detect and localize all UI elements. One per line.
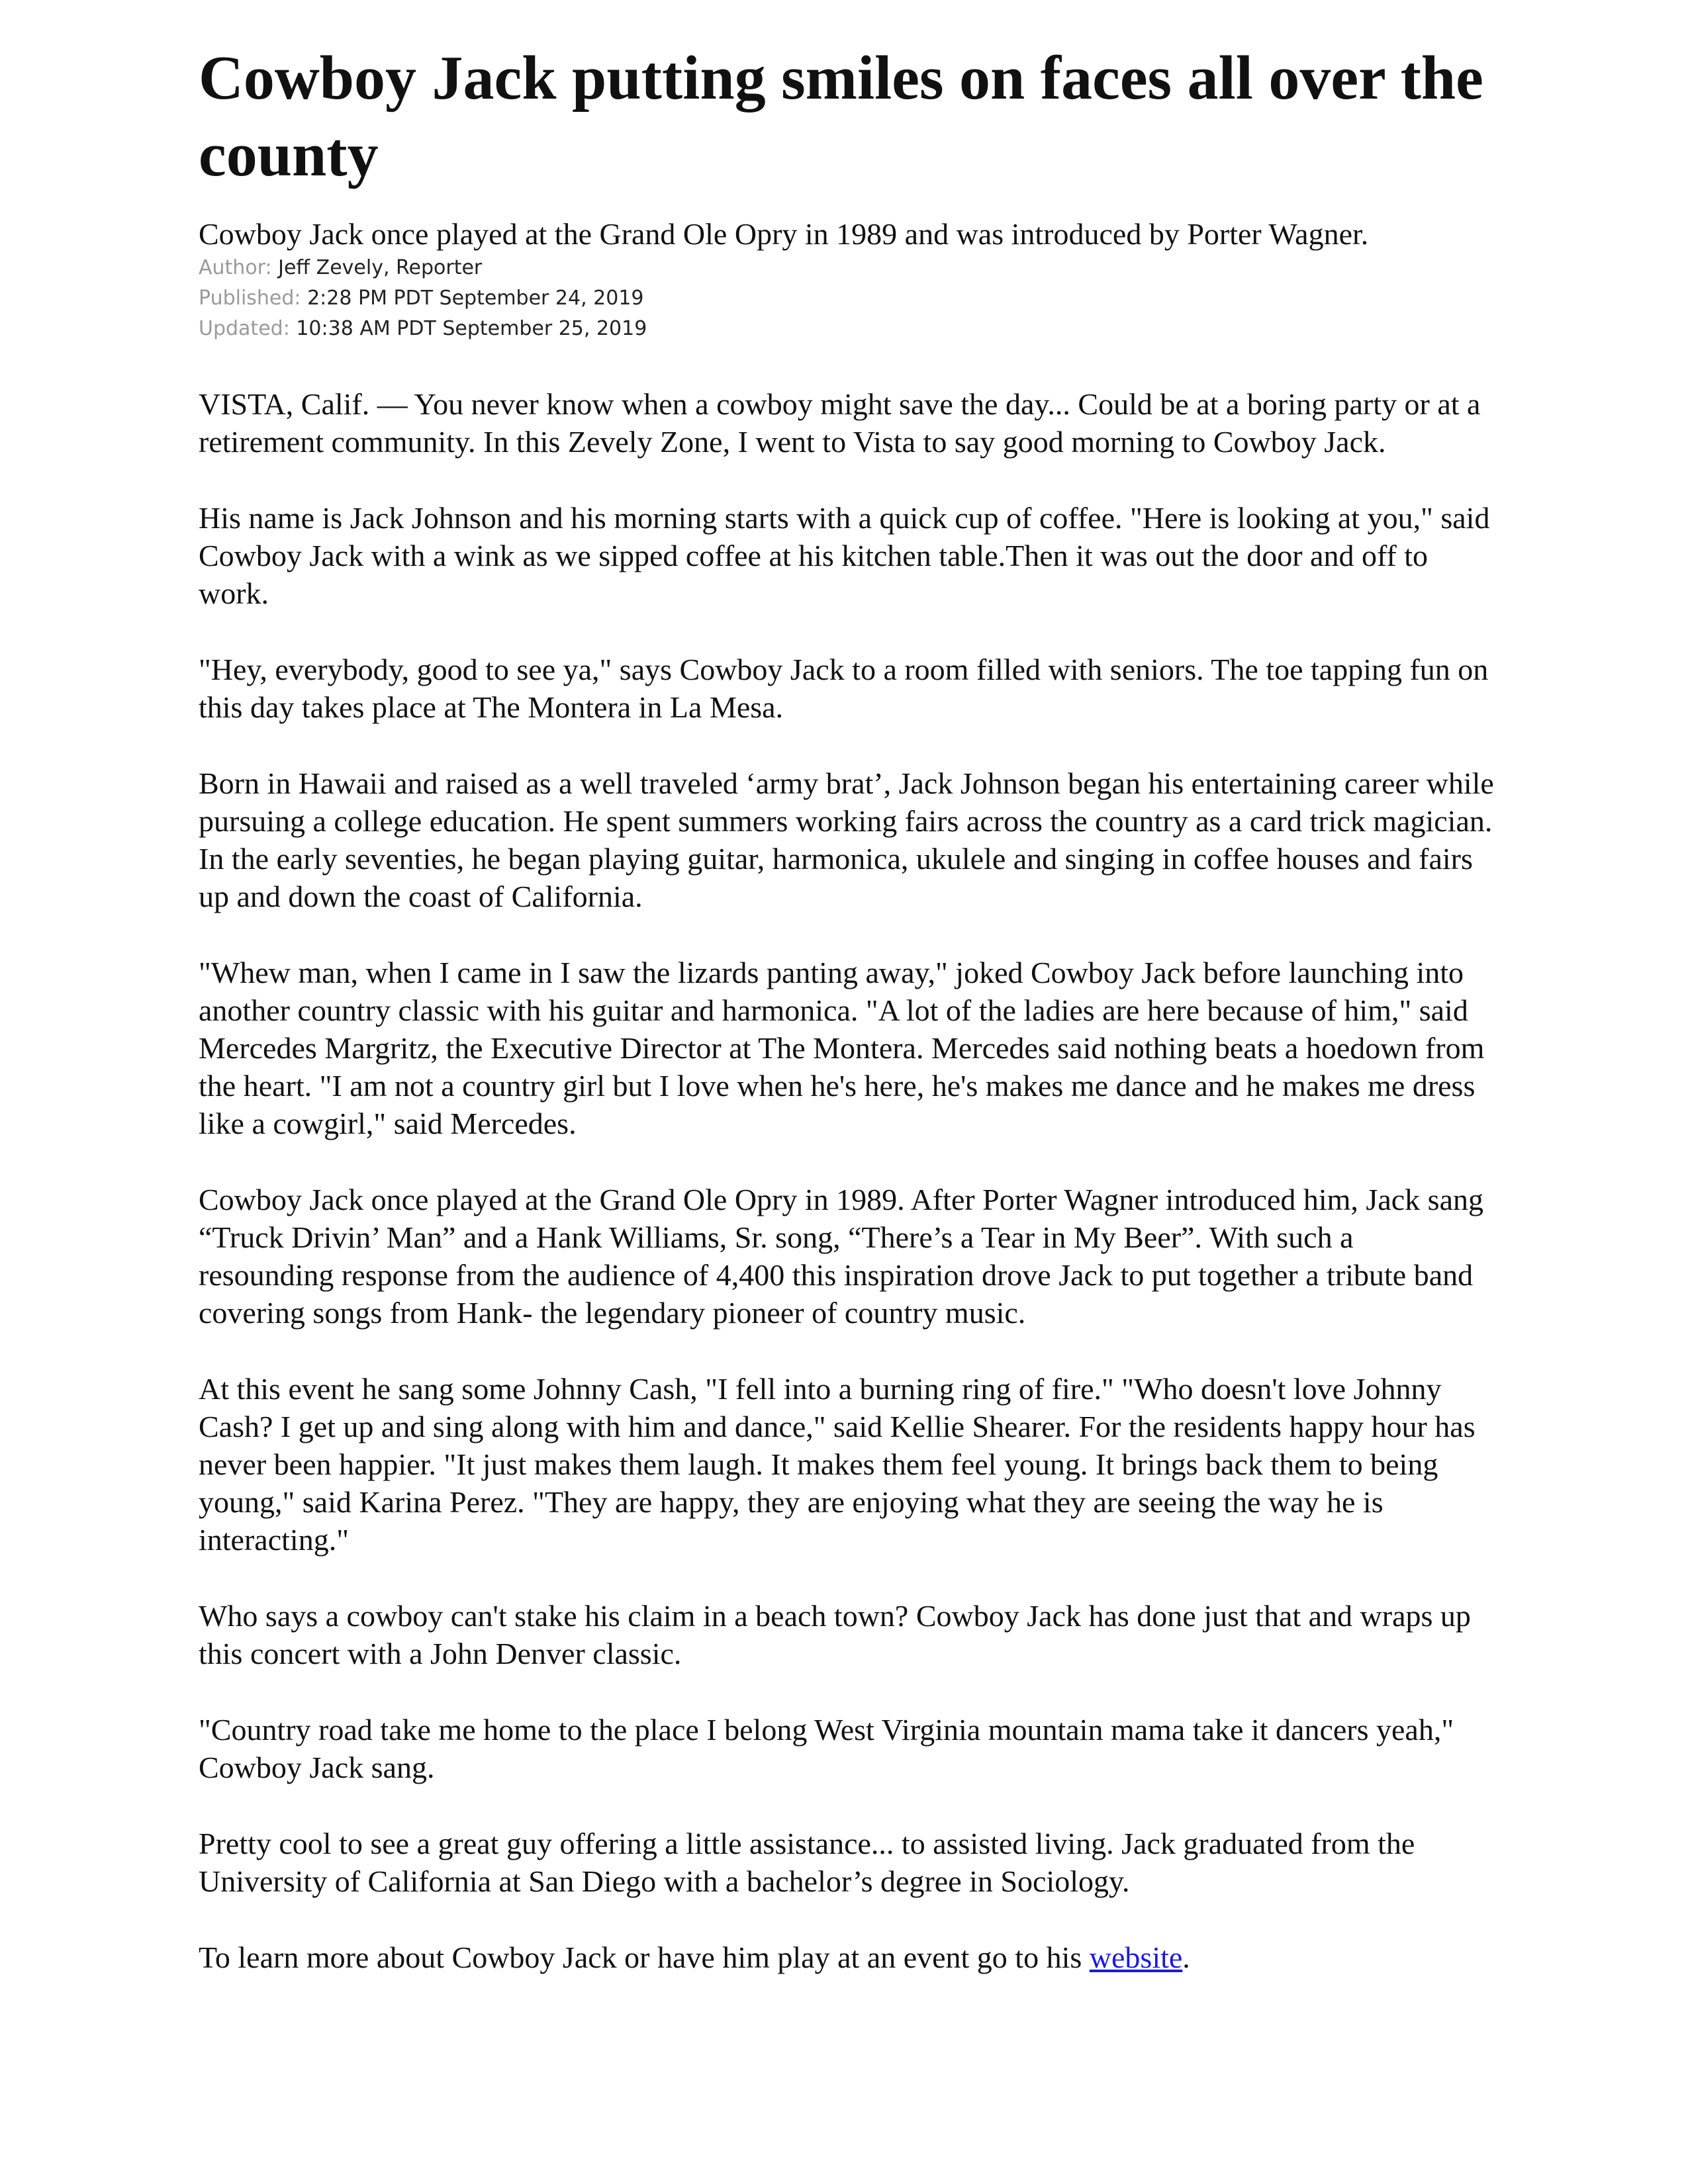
published-label: Published: xyxy=(199,287,301,310)
author-label: Author: xyxy=(199,256,272,279)
article-paragraph: His name is Jack Johnson and his morning starts with a quick cup of coffee. "Here is looking at you," said Cowboy Jack with a wink as we sipped coffee at his kitchen table.Then it was out the door and off to work. xyxy=(199,501,1490,610)
subheadline: Cowboy Jack once played at the Grand Ole Opry in 1989 and was introduced by Porter Wagner. xyxy=(199,217,1369,251)
article-paragraph: "Whew man, when I came in I saw the lizards panting away," joked Cowboy Jack before launching into another country classic with his guitar and harmonica. "A lot of the ladies are here because of him," said Mercedes Margritz, the Executive Director at The Montera. Mercedes said nothing beats a hoedown from the heart. "I am not a country girl but I love when he's here, he's makes me dance and he makes me dress like a cowgirl," said Mercedes. xyxy=(199,956,1485,1140)
author-line xyxy=(199,253,1496,283)
closing-text: To learn more about Cowboy Jack or have him play at an event go to his xyxy=(199,1940,1090,1974)
published-value: 2:28 PM PDT September 24, 2019 xyxy=(301,287,644,310)
updated-label: Updated: xyxy=(199,317,290,340)
article-paragraph: VISTA, Calif. — You never know when a cowboy might save the day... Could be at a boring party or at a retirement community. In this Zevely Zone, I went to Vista to say good morning to Cowboy Jack. xyxy=(199,387,1481,459)
article-paragraph: At this event he sang some Johnny Cash, "I fell into a burning ring of fire." "Who doesn't love Johnny Cash? I get up and sing along with him and dance," said Kellie Shearer. For the residents happy hour has never been happier. "It just makes them laugh. It makes them feel young. It brings back them to being young," said Karina Perez. "They are happy, they are enjoying what they are seeing the way he is interacting." xyxy=(199,1372,1476,1557)
article-paragraph: Who says a cowboy can't stake his claim in a beach town? Cowboy Jack has done just that and wraps up this concert with a John Denver classic. xyxy=(199,1599,1471,1670)
article-page xyxy=(199,40,1496,2015)
closing-paragraph xyxy=(199,1938,1496,1976)
article-meta xyxy=(199,253,1496,344)
article-paragraph: Born in Hawaii and raised as a well traveled ‘army brat’, Jack Johnson began his entertaining career while pursuing a college education. He spent summers working fairs across the country as a card trick magician. In the early seventies, he began playing guitar, harmonica, ukulele and singing in coffee houses and fairs up and down the coast of California. xyxy=(199,766,1494,913)
website-link[interactable]: website xyxy=(1089,1940,1183,1974)
article-paragraph: "Country road take me home to the place I belong West Virginia mountain mama take it dancers yeah," Cowboy Jack sang. xyxy=(199,1713,1454,1784)
author-value: Jeff Zevely, Reporter xyxy=(271,256,483,279)
article-paragraph: Pretty cool to see a great guy offering a little assistance... to assisted living. Jack graduated from the University of California at San Diego with a bachelor’s degree in Sociology. xyxy=(199,1827,1415,1898)
updated-line xyxy=(199,314,1496,344)
updated-value: 10:38 AM PDT September 25, 2019 xyxy=(289,317,647,340)
published-line xyxy=(199,283,1496,314)
article-paragraph: "Hey, everybody, good to see ya," says Cowboy Jack to a room filled with seniors. The toe tapping fun on this day takes place at The Montera in La Mesa. xyxy=(199,653,1489,724)
article-paragraph: Cowboy Jack once played at the Grand Ole Opry in 1989. After Porter Wagner introduced him, Jack sang “Truck Drivin’ Man” and a Hank Williams, Sr. song, “There’s a Tear in My Beer”. With such a resounding response from the audience of 4,400 this inspiration drove Jack to put together a tribute band covering songs from Hank- the legendary pioneer of country music. xyxy=(199,1183,1483,1330)
closing-end: . xyxy=(1182,1940,1190,1974)
article-body xyxy=(199,385,1496,1976)
headline: Cowboy Jack putting smiles on faces all over the county xyxy=(199,44,1483,189)
